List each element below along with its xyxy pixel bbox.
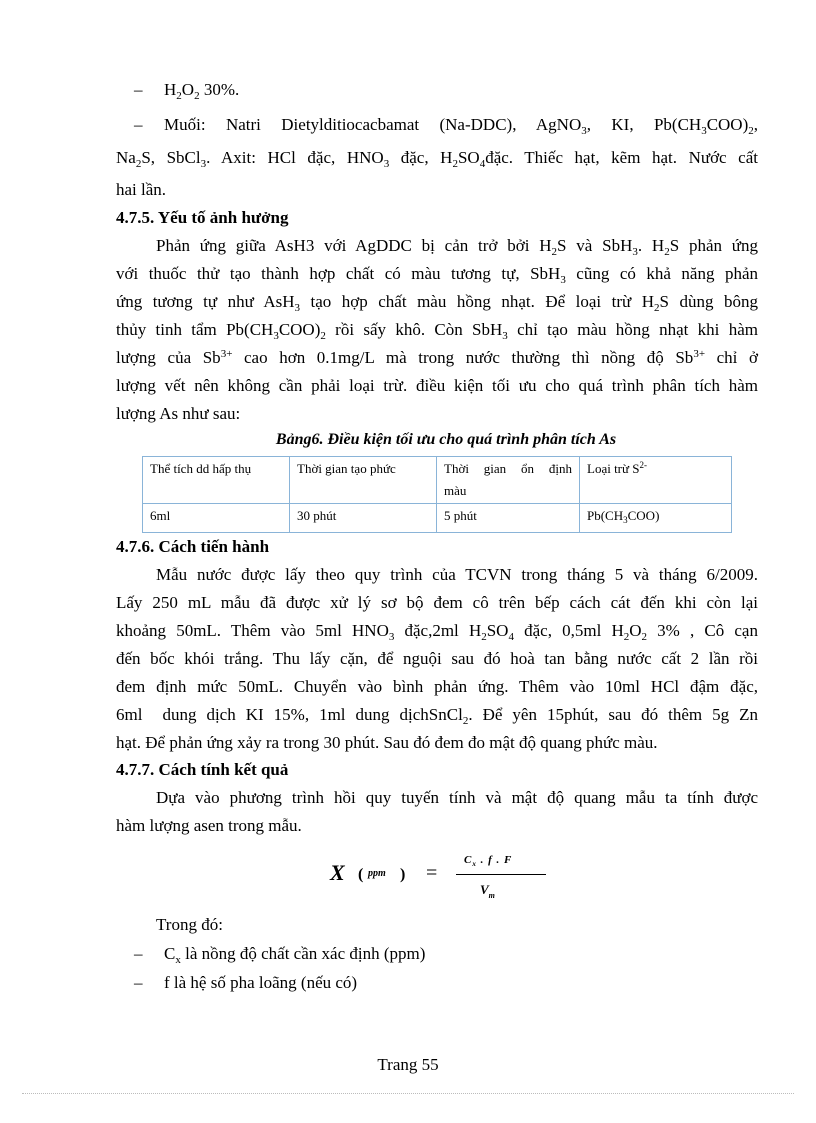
th-remove-s: Loại trừ $S^{2-}$ bbox=[580, 457, 732, 504]
table-row bbox=[143, 504, 732, 533]
th-stable-time bbox=[437, 457, 580, 504]
formula-numerator: $C_x$ . f . F bbox=[464, 854, 513, 868]
para-476-line5: đem định mức 50mL. Chuyển vào bình phản ứng. Thêm vào 10ml HCl đậm đặc, bbox=[116, 677, 758, 696]
formula-fraction-bar bbox=[456, 874, 546, 875]
bullet-salts-line3: hai lần. bbox=[116, 180, 167, 199]
para-475-line4: thủy tinh tẩm $Pb(CH_3COO)_2$ rồi sấy khô. Còn SbH$_3$ chỉ tạo màu hồng nhạt khi hàm bbox=[116, 320, 758, 342]
para-475-line7: lượng As như sau: bbox=[116, 404, 241, 423]
para-475-line6: lượng vết nên không cần phải loại trừ. điều kiện tối ưu cho quá trình phân tích hàm bbox=[116, 376, 758, 395]
page-number: Trang 55 bbox=[377, 1055, 439, 1074]
para-476-line6: 6ml dung dịch KI 15%, 1ml dung dịchSnCl$_2$. Để yên 15phút, sau đó thêm 5g Zn bbox=[116, 705, 758, 727]
table-caption: Bảng6. Điều kiện tối ưu cho quá trình phân tích As bbox=[275, 431, 617, 448]
para-476-line2: Lấy 250 mL mẫu đã được xử lý sơ bộ đem cô trên bếp cách cát đến khi còn lại bbox=[116, 593, 758, 612]
para-476-line3: khoảng 50mL. Thêm vào 5ml $HNO_3$ đặc,2ml $H_2SO_4$ đặc, 0,5ml $H_2O_2$ 3% , Cô cạn bbox=[116, 621, 758, 643]
heading-4-7-6: 4.7.6. Cách tiến hành bbox=[116, 537, 270, 556]
bullet-f: – f là hệ số pha loãng (nếu có) bbox=[134, 973, 358, 992]
bullet-cx: – $C_x$ là nồng độ chất cần xác định (ppm) bbox=[134, 944, 426, 966]
th-stable-time-l2: màu bbox=[444, 483, 467, 498]
formula-denominator: $V_m$ bbox=[480, 882, 495, 900]
th-stable-time-l1: Thời gian ổn định bbox=[444, 461, 572, 476]
bullet-salts-line2: $Na_2S$, SbCl$_3$. Axit: HCl đặc, $HNO_3$ đặc, $H_2SO_4đặc$. Thiếc hạt, kẽm hạt. Nước cất bbox=[116, 148, 758, 170]
table-header-row bbox=[143, 457, 732, 504]
table-6 bbox=[142, 456, 732, 533]
para-475-line3: ứng tương tự như AsH$_3$ tạo hợp chất màu hồng nhạt. Để loại trừ $H_2S$ dùng bông bbox=[116, 292, 758, 314]
td-complex-time: 30 phút bbox=[290, 504, 437, 533]
where-label: Trong đó: bbox=[156, 915, 223, 934]
bullet-salts-line1: – Muối: Natri Dietylditiocacbamat (Na-DDC), AgNO$_3$, KI, $Pb(CH_3COO)_2$, bbox=[134, 115, 758, 137]
td-remove-s: $Pb(CH_3COO)$ bbox=[580, 504, 732, 533]
formula-paren-open: ( bbox=[358, 866, 364, 883]
para-475-line1: Phản ứng giữa AsH3 với AgDDC bị cản trở bởi $H_2S$ và SbH$_3$. $H_2S$ phản ứng bbox=[156, 236, 758, 258]
formula-lhs: X bbox=[330, 860, 345, 885]
formula-equals: = bbox=[426, 862, 438, 884]
th-complex-time: Thời gian tạo phức bbox=[290, 457, 437, 504]
para-475-line2: với thuốc thử tạo thành hợp chất có màu tương tự, SbH$_3$ cũng có khả năng phản bbox=[116, 264, 758, 286]
formula-unit: ppm bbox=[368, 868, 386, 879]
para-476-line1: Mẫu nước được lấy theo quy trình của TCVN trong tháng 5 và tháng 6/2009. bbox=[156, 565, 758, 584]
td-stable-time: 5 phút bbox=[437, 504, 580, 533]
th-volume: Thể tích dd hấp thụ bbox=[143, 457, 290, 504]
formula-concentration bbox=[330, 852, 560, 912]
heading-4-7-5: 4.7.5. Yếu tố ảnh hưởng bbox=[116, 208, 289, 227]
para-475-line5: lượng của $Sb^{3+}$ cao hơn 0.1mg/L mà trong nước thường thì nồng độ $Sb^{3+}$ chỉ ở bbox=[116, 348, 758, 367]
para-477-line2: hàm lượng asen trong mẫu. bbox=[116, 816, 302, 835]
heading-4-7-7: 4.7.7. Cách tính kết quả bbox=[116, 760, 289, 779]
footer-divider bbox=[22, 1093, 794, 1094]
bullet-h2o2: – $H_2O_2$ 30%. bbox=[134, 80, 240, 102]
para-477-line1: Dựa vào phương trình hồi quy tuyến tính và mật độ quang mẫu ta tính được bbox=[156, 788, 758, 807]
para-476-line7: hạt. Để phản ứng xảy ra trong 30 phút. Sau đó đem đo mật độ quang phức màu. bbox=[116, 733, 658, 752]
para-476-line4: đến bốc khói trắng. Thu lấy cặn, để nguội sau đó hoà tan bằng nước cất 2 lần rồi bbox=[116, 649, 758, 668]
formula-paren-close: ) bbox=[400, 866, 406, 883]
td-volume: 6ml bbox=[143, 504, 290, 533]
